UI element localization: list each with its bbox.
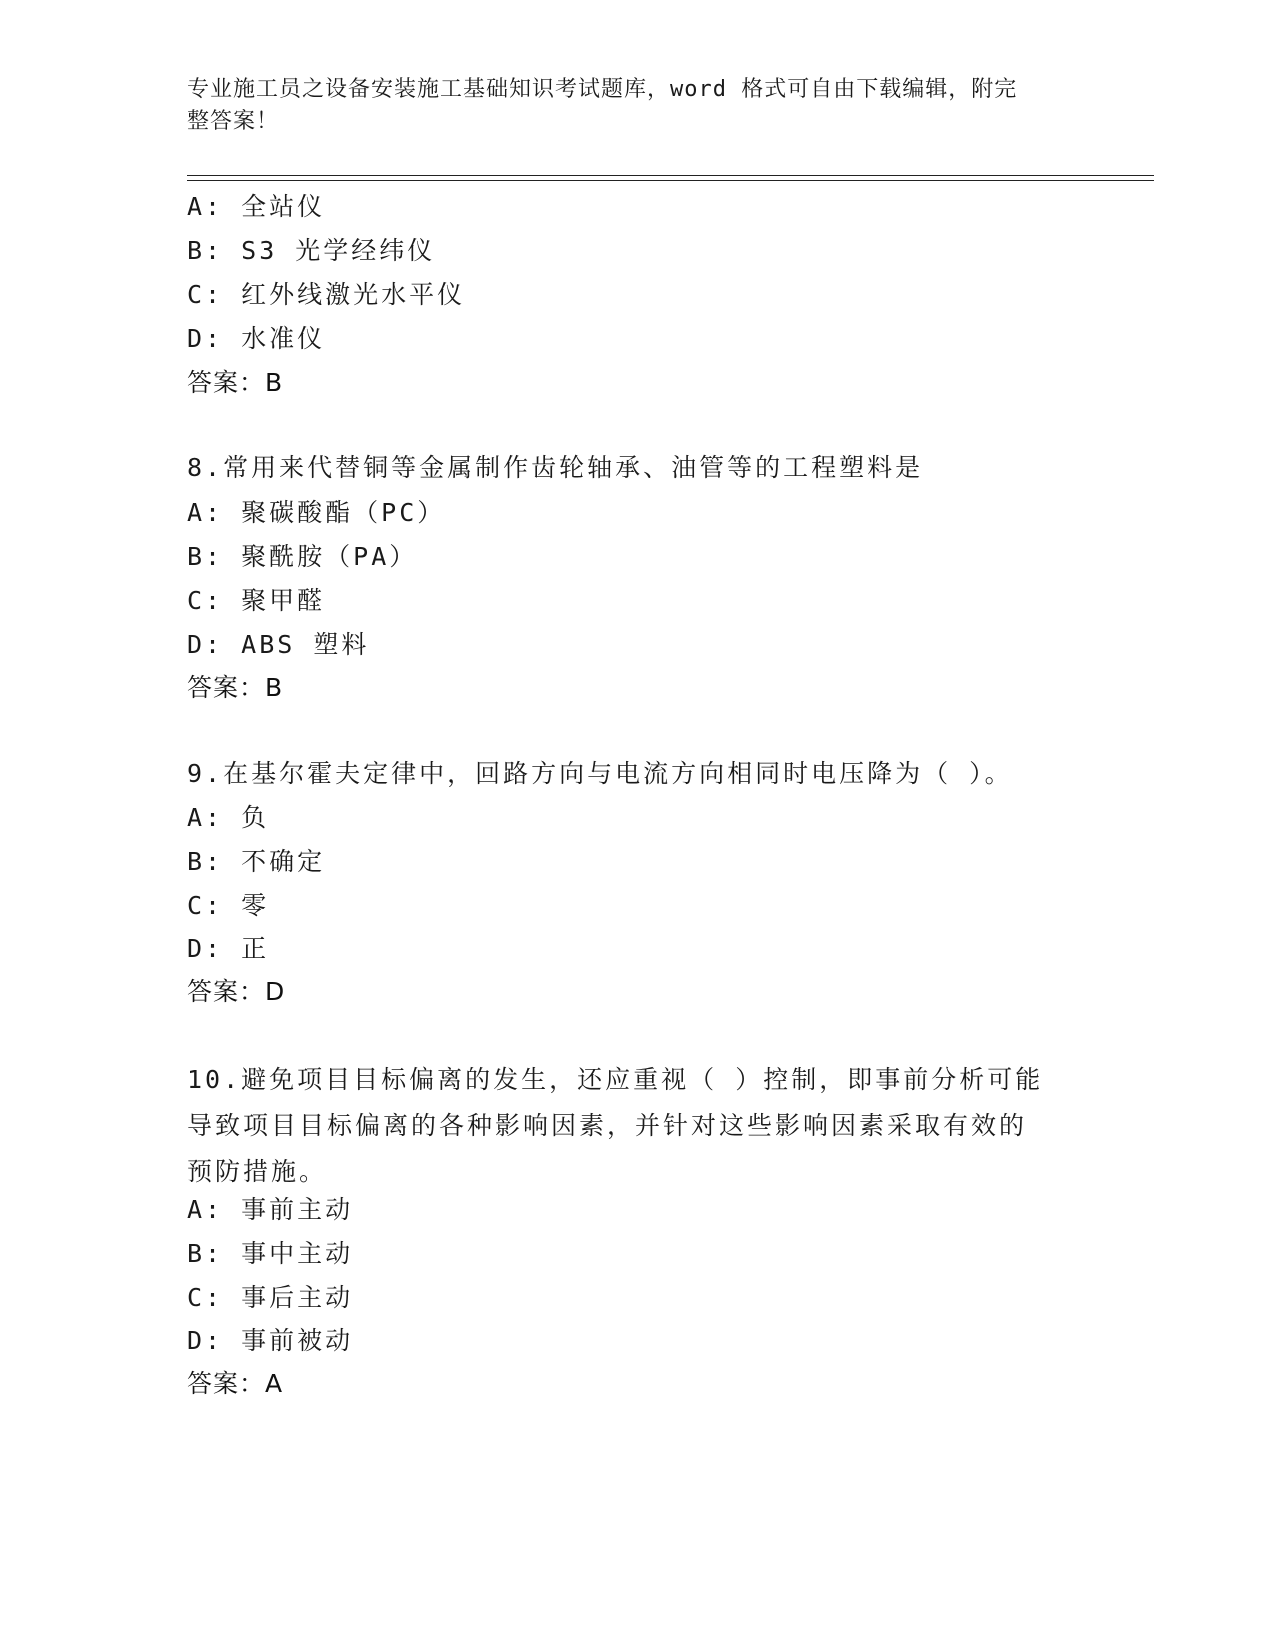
q9-option-d: D: 正: [187, 934, 270, 963]
q9-stem: 9.在基尔霍夫定律中，回路方向与电流方向相同时电压降为（ ）。: [187, 759, 1013, 788]
q9-option-c: C: 零: [187, 891, 270, 920]
header-line-1: 专业施工员之设备安装施工基础知识考试题库，word 格式可自由下载编辑，附完: [187, 77, 1018, 102]
q8-answer: 答案：B: [187, 673, 284, 702]
q10-option-a: A: 事前主动: [187, 1195, 354, 1224]
q8-option-d: D: ABS 塑料: [187, 630, 370, 659]
q10-option-b: B: 事中主动: [187, 1239, 354, 1268]
q10-stem-line-3: 预防措施。: [187, 1157, 328, 1186]
q7-option-c: C: 红外线激光水平仪: [187, 280, 466, 309]
q9-option-a: A: 负: [187, 803, 270, 832]
q10-stem: [187, 1057, 1067, 1195]
q8-stem: 8.常用来代替铜等金属制作齿轮轴承、油管等的工程塑料是: [187, 453, 924, 482]
header-line-2: 整答案！: [187, 109, 280, 134]
document-header: [187, 74, 1067, 138]
q10-option-c: C: 事后主动: [187, 1283, 354, 1312]
q10-stem-line-2: 导致项目目标偏离的各种影响因素，并针对这些影响因素采取有效的: [187, 1111, 1028, 1140]
q8-option-c: C: 聚甲醛: [187, 586, 326, 615]
q8-option-a: A: 聚碳酸酯（PC）: [187, 498, 446, 527]
q7-option-a: A: 全站仪: [187, 192, 326, 221]
header-divider-top: [187, 175, 1154, 176]
q9-answer: 答案：D: [187, 977, 286, 1006]
q9-option-b: B: 不确定: [187, 847, 326, 876]
q10-option-d: D: 事前被动: [187, 1326, 354, 1355]
q7-option-d: D: 水准仪: [187, 324, 326, 353]
header-divider-bottom: [187, 180, 1154, 181]
q8-option-b: B: 聚酰胺（PA）: [187, 542, 418, 571]
q10-stem-line-1: 10.避免项目目标偏离的发生，还应重视（ ）控制，即事前分析可能: [187, 1065, 1044, 1094]
q10-answer: 答案：A: [187, 1369, 284, 1398]
q7-option-b: B: S3 光学经纬仪: [187, 236, 436, 265]
q7-answer: 答案：B: [187, 368, 284, 397]
